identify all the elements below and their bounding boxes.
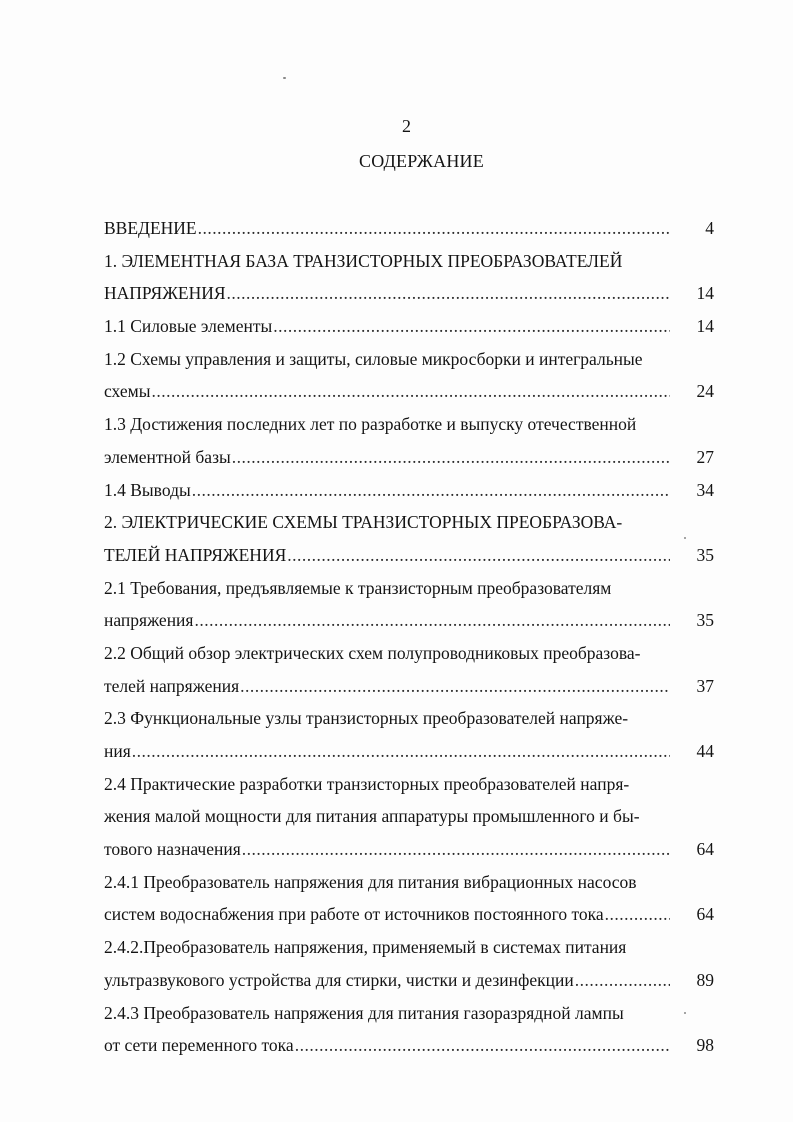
dot-leader bbox=[273, 310, 670, 343]
toc-entry-last-line bbox=[104, 898, 714, 931]
toc-entry-line bbox=[104, 572, 670, 605]
toc-entry-last-line bbox=[104, 964, 714, 997]
toc-entry-text: ния bbox=[104, 741, 131, 761]
toc-page-number: 4 bbox=[705, 218, 714, 238]
dot-leader bbox=[605, 898, 670, 931]
toc-page-number: 14 bbox=[696, 316, 714, 337]
toc-page-number: 64 bbox=[696, 904, 714, 925]
toc-entry bbox=[104, 572, 714, 637]
toc-entry-line bbox=[104, 702, 670, 735]
toc-entry bbox=[104, 245, 714, 310]
scan-speck bbox=[684, 537, 686, 539]
toc-entry bbox=[104, 408, 714, 473]
toc-page-number: 89 bbox=[696, 969, 714, 990]
dot-leader bbox=[132, 735, 670, 768]
toc-entry bbox=[104, 637, 714, 702]
toc-entry-text: ультразвукового устройства для стирки, чистки и дезинфекции bbox=[104, 969, 574, 990]
toc-entry-line bbox=[104, 866, 670, 899]
toc-entry-line bbox=[104, 931, 670, 964]
toc-entry bbox=[104, 931, 714, 996]
toc-entry-last-line bbox=[104, 310, 714, 343]
toc-page-number: 24 bbox=[696, 381, 714, 402]
toc-entry-last-line bbox=[104, 277, 714, 310]
toc-entry-line bbox=[104, 245, 670, 278]
dot-leader bbox=[198, 212, 670, 245]
dot-leader bbox=[295, 1029, 670, 1062]
toc-entry-line bbox=[104, 506, 670, 539]
toc-entry-text: 2.4.3 Преобразователь напряжения для питания газоразрядной лампы bbox=[104, 1002, 624, 1023]
toc-entry-line bbox=[104, 637, 670, 670]
toc-entry-text: 1.2 Схемы управления и защиты, силовые микросборки и интегральные bbox=[104, 348, 643, 369]
toc-entry bbox=[104, 506, 714, 571]
scan-speck bbox=[684, 1012, 686, 1014]
toc-entry-text: 2. ЭЛЕКТРИЧЕСКИЕ СХЕМЫ ТРАНЗИСТОРНЫХ ПРЕОБРАЗОВА- bbox=[104, 512, 623, 533]
toc-entry-last-line bbox=[104, 441, 714, 474]
toc-entry-text: 2.1 Требования, предъявляемые к транзисторным преобразователям bbox=[104, 577, 612, 598]
dot-leader bbox=[242, 833, 670, 866]
toc-entry-line bbox=[104, 997, 670, 1030]
toc-entry bbox=[104, 310, 714, 343]
toc-entry-text: 2.4.2.Преобразователь напряжения, применяемый в системах питания bbox=[104, 937, 627, 958]
toc-entry-text: 2.2 Общий обзор электрических схем полупроводниковых преобразова- bbox=[104, 642, 641, 663]
table-of-contents bbox=[104, 212, 714, 1062]
toc-entry-last-line bbox=[104, 539, 714, 572]
toc-page-number: 27 bbox=[696, 446, 714, 467]
toc-entry-last-line bbox=[104, 212, 714, 245]
toc-entry-last-line bbox=[104, 375, 714, 408]
toc-entry-text: 1.1 Силовые элементы bbox=[104, 316, 273, 337]
toc-page-number: 98 bbox=[696, 1035, 714, 1056]
page-title: СОДЕРЖАНИЕ bbox=[359, 151, 484, 171]
toc-entry-text: 2.3 Функциональные узлы транзисторных преобразователей напряже- bbox=[104, 708, 629, 729]
toc-entry-line bbox=[104, 408, 670, 441]
dot-leader bbox=[287, 539, 670, 572]
toc-entry-text: от сети переменного тока bbox=[104, 1035, 294, 1056]
toc-entry-text: 1.3 Достижения последних лет по разработке и выпуску отечественной bbox=[104, 414, 637, 435]
toc-entry-text: 1.4 Выводы bbox=[104, 479, 191, 500]
toc-entry bbox=[104, 343, 714, 408]
toc-entry-last-line bbox=[104, 604, 714, 637]
toc-page-number: 35 bbox=[696, 544, 714, 565]
toc-entry bbox=[104, 702, 714, 767]
toc-entry-text: схемы bbox=[104, 381, 151, 402]
toc-entry-last-line bbox=[104, 474, 714, 507]
toc-entry bbox=[104, 997, 714, 1062]
toc-entry-last-line bbox=[104, 1029, 714, 1062]
toc-entry-text: 2.4.1 Преобразователь напряжения для питания вибрационных насосов bbox=[104, 871, 637, 892]
toc-entry-last-line bbox=[104, 833, 714, 866]
toc-entry-text: 1. ЭЛЕМЕНТНАЯ БАЗА ТРАНЗИСТОРНЫХ ПРЕОБРАЗОВАТЕЛЕЙ bbox=[104, 250, 623, 271]
toc-entry-text: 2.4 Практические разработки транзисторных преобразователей напря- bbox=[104, 773, 630, 794]
toc-page-number: 37 bbox=[696, 675, 714, 696]
dot-leader bbox=[232, 441, 670, 474]
toc-entry-last-line bbox=[104, 735, 714, 768]
toc-entry bbox=[104, 866, 714, 931]
dot-leader bbox=[194, 604, 670, 637]
toc-entry-text: систем водоснабжения при работе от источников постоянного тока bbox=[104, 904, 604, 925]
toc-entry-text: напряжения bbox=[104, 610, 194, 631]
dot-leader bbox=[575, 964, 670, 997]
dot-leader bbox=[192, 474, 670, 507]
toc-entry-text: ТЕЛЕЙ НАПРЯЖЕНИЯ bbox=[104, 544, 287, 565]
toc-page-number: 44 bbox=[696, 741, 714, 761]
dot-leader bbox=[227, 277, 670, 310]
toc-entry bbox=[104, 768, 714, 866]
toc-entry-line bbox=[104, 800, 670, 833]
toc-entry-text: элементной базы bbox=[104, 446, 231, 467]
toc-entry bbox=[104, 474, 714, 507]
scan-speck bbox=[283, 77, 286, 79]
toc-entry-text: телей напряжения bbox=[104, 675, 240, 696]
toc-entry-line bbox=[104, 343, 670, 376]
dot-leader bbox=[151, 375, 670, 408]
toc-page-number: 34 bbox=[696, 479, 714, 500]
toc-entry-last-line bbox=[104, 670, 714, 703]
toc-entry-text: НАПРЯЖЕНИЯ bbox=[104, 283, 226, 304]
page-number: 2 bbox=[402, 116, 411, 136]
toc-entry-text: ВВЕДЕНИЕ bbox=[104, 218, 197, 238]
toc-entry-text: тового назначения bbox=[104, 839, 241, 860]
toc-entry-line bbox=[104, 768, 670, 801]
dot-leader bbox=[240, 670, 670, 703]
toc-page-number: 64 bbox=[696, 839, 714, 860]
toc-entry bbox=[104, 212, 714, 245]
toc-page-number: 14 bbox=[696, 283, 714, 304]
toc-entry-text: жения малой мощности для питания аппаратуры промышленного и бы- bbox=[104, 806, 640, 827]
toc-page-number: 35 bbox=[696, 610, 714, 631]
